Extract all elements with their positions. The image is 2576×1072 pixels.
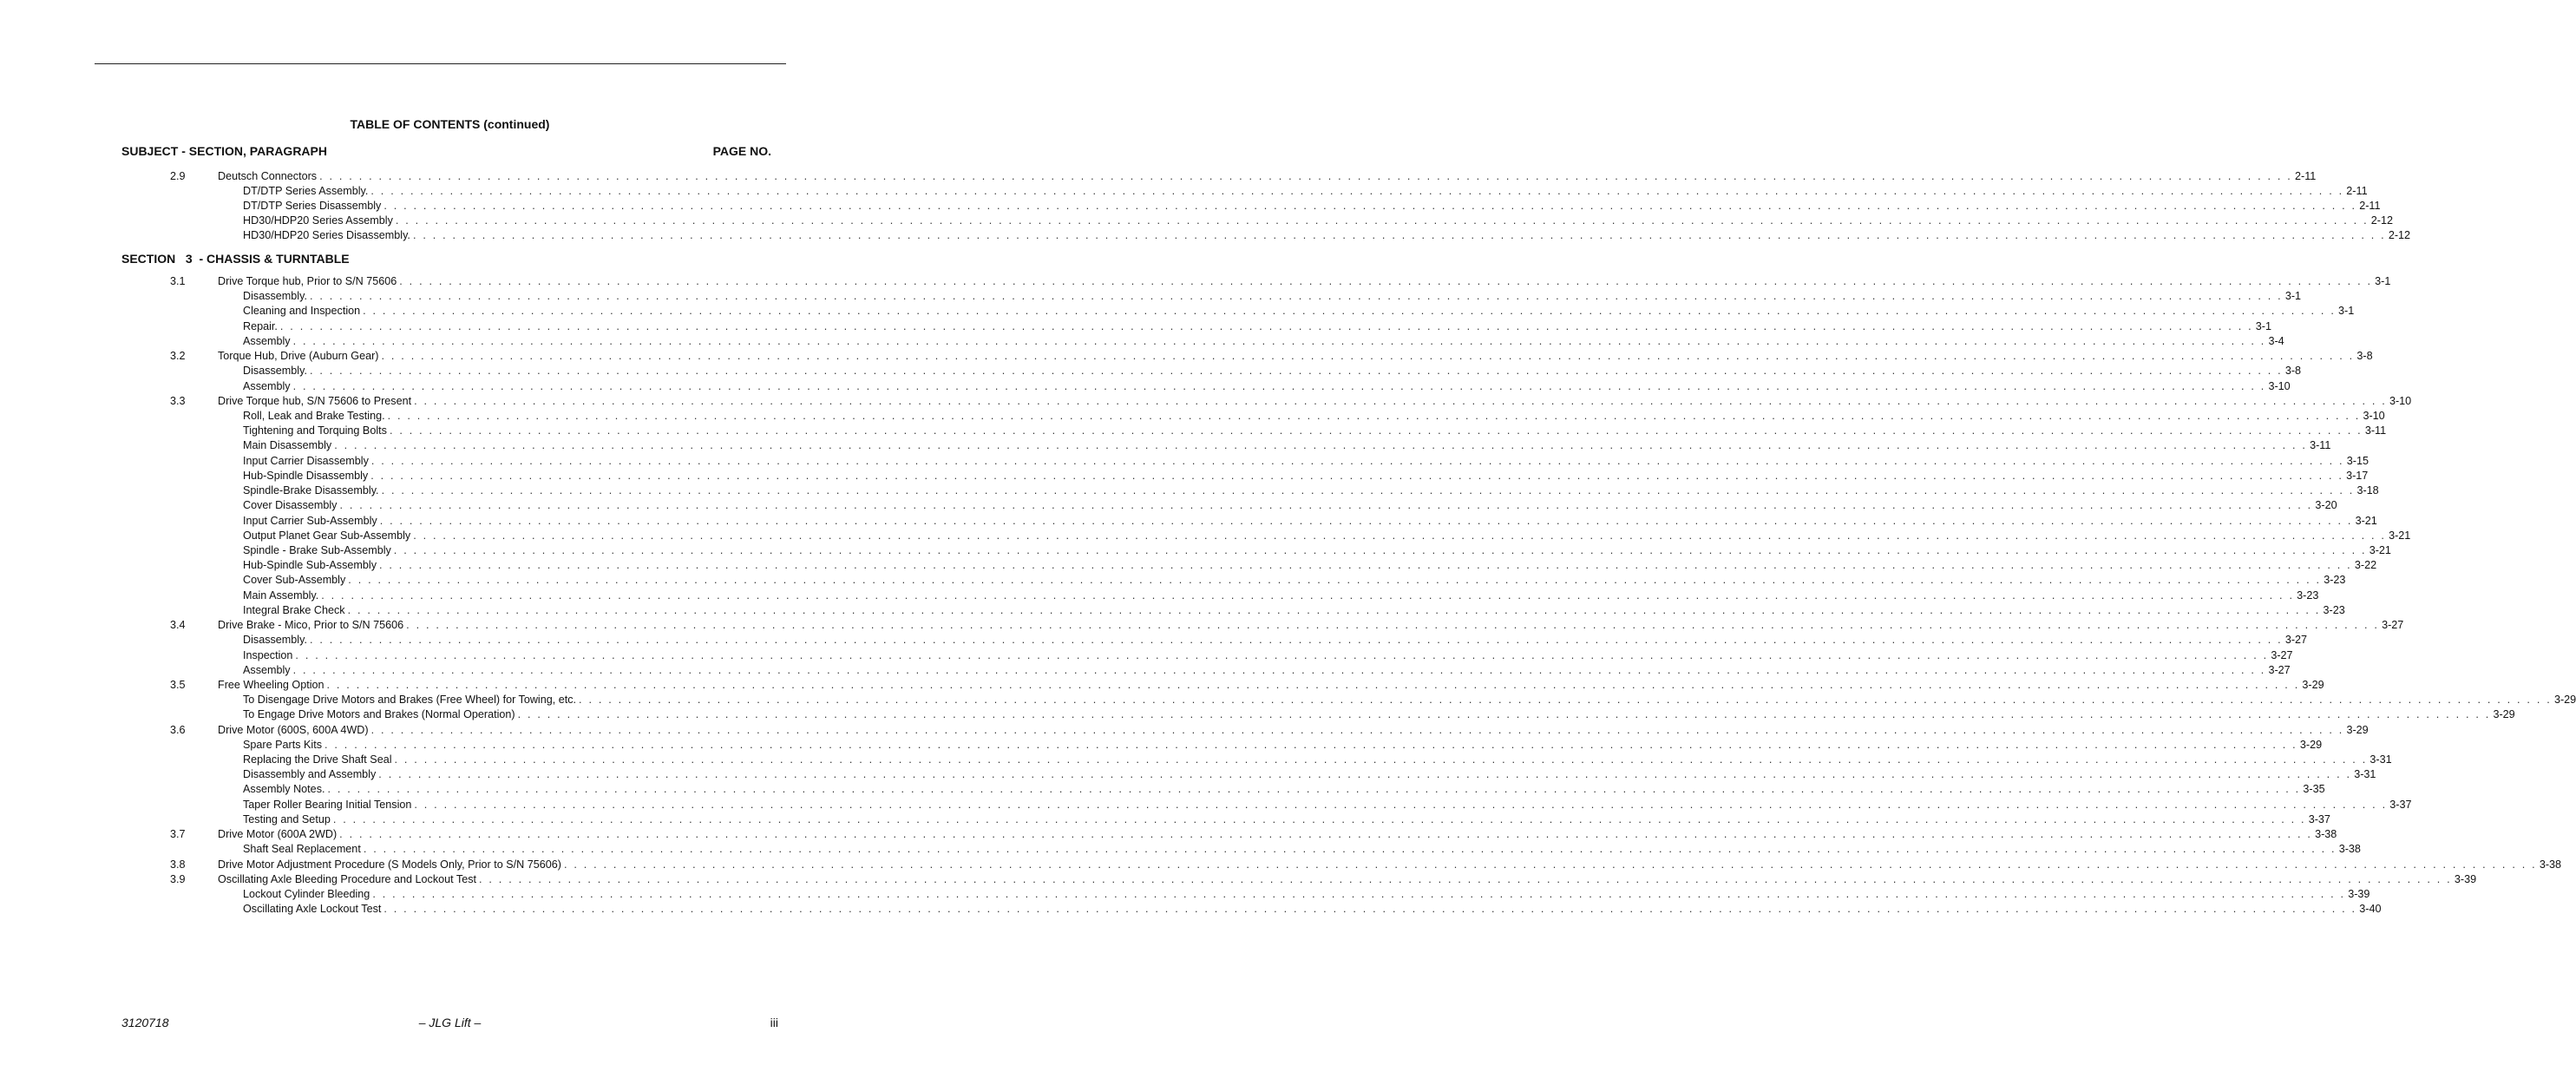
toc-entry-page: 3-37 bbox=[2308, 812, 2330, 825]
dot-leader: . . . . . . . . . . . . . . . . . . . . . . . . . . . . . . . . . . . . . . . . . . . . . . . . . . . . . . . . . . . . . . . . . . . . . . . . . . . . . . . . . . . . . . . . . . . . . . . . . . . . . . . . . . . . . . . . . . . . . . . . . . . . . . . . . . . . . . . . . . . . . . . . . . . . . . . . . . . . . . . . . . . . . . . . . . . . . . . . . . . . . . . . . . . . . . . . . . . . . . . . bbox=[321, 589, 2295, 602]
toc-entry bbox=[0, 753, 2392, 767]
toc-entry-label: Inspection bbox=[243, 648, 295, 663]
dot-leader: . . . . . . . . . . . . . . . . . . . . . . . . . . . . . . . . . . . . . . . . . . . . . . . . . . . . . . . . . . . . . . . . . . . . . . . . . . . . . . . . . . . . . . . . . . . . . . . . . . . . . . . . . . . . . . . . . . . . . . . . . . . . . . . . . . . . . . . . . . . . . . . . . . . . . . . . . . . . . . . . . . . . . . . . . . . . . . . . . . . . . . . . . . . . . . . . . . . . . . . . bbox=[379, 514, 2353, 527]
section-heading: SECTION 3 - CHASSIS & TURNTABLE bbox=[121, 252, 350, 266]
toc-entry-page: 3-10 bbox=[2268, 379, 2291, 392]
toc-entry-label: Hub-Spindle Disassembly bbox=[243, 469, 370, 483]
toc-entry bbox=[0, 558, 2377, 573]
dot-leader: . . . . . . . . . . . . . . . . . . . . . . . . . . . . . . . . . . . . . . . . . . . . . . . . . . . . . . . . . . . . . . . . . . . . . . . . . . . . . . . . . . . . . . . . . . . . . . . . . . . . . . . . . . . . . . . . . . . . . . . . . . . . . . . . . . . . . . . . . . . . . . . . . . . . . . . . . . . . . . . . . . . . . . . . . . . . . . . . . . . . . . . . . . . . . . . . . . . . . . . . bbox=[327, 783, 2301, 796]
dot-leader: . . . . . . . . . . . . . . . . . . . . . . . . . . . . . . . . . . . . . . . . . . . . . . . . . . . . . . . . . . . . . . . . . . . . . . . . . . . . . . . . . . . . . . . . . . . . . . . . . . . . . . . . . . . . . . . . . . . . . . . . . . . . . . . . . . . . . . . . . . . . . . . . . . . . . . . . . . . . . . . . . . . . . . . . . . . . . . . . . . . . . . . . . . . . . . . . . . . . . . . . bbox=[394, 753, 2368, 766]
toc-entry bbox=[0, 379, 2291, 394]
toc-entry-label: Input Carrier Disassembly bbox=[243, 454, 371, 469]
toc-entry-number: 3.8 bbox=[170, 858, 186, 871]
toc-entry-number: 3.2 bbox=[170, 350, 186, 363]
toc-entry-page: 3-37 bbox=[2389, 798, 2412, 811]
toc-entry-number: 3.4 bbox=[170, 619, 186, 632]
dot-leader: . . . . . . . . . . . . . . . . . . . . . . . . . . . . . . . . . . . . . . . . . . . . . . . . . . . . . . . . . . . . . . . . . . . . . . . . . . . . . . . . . . . . . . . . . . . . . . . . . . . . . . . . . . . . . . . . . . . . . . . . . . . . . . . . . . . . . . . . . . . . . . . . . . . . . . . . . . . . . . . . . . . . . . . . . . . . . . . . . . . . . . . . . . . . . . . . . . . . . . . . bbox=[387, 409, 2361, 422]
toc-entry-label: Replacing the Drive Shaft Seal bbox=[243, 753, 395, 767]
toc-entry bbox=[0, 589, 2319, 603]
toc-entry-label: Cover Sub-Assembly bbox=[243, 573, 348, 588]
toc-entry-number: 3.3 bbox=[170, 394, 186, 407]
toc-entry-label: Disassembly. bbox=[243, 364, 310, 378]
toc-entry-label: Oscillating Axle Bleeding Procedure and Lockout Test bbox=[218, 872, 479, 887]
toc-entry-page: 3-18 bbox=[2356, 484, 2379, 497]
toc-entry bbox=[0, 228, 2411, 243]
dot-leader: . . . . . . . . . . . . . . . . . . . . . . . . . . . . . . . . . . . . . . . . . . . . . . . . . . . . . . . . . . . . . . . . . . . . . . . . . . . . . . . . . . . . . . . . . . . . . . . . . . . . . . . . . . . . . . . . . . . . . . . . . . . . . . . . . . . . . . . . . . . . . . . . . . . . . . . . . . . . . . . . . . . . . . . . . . . . . . . . . . . . . . . . . . . . . . . . . . . . . . . . bbox=[309, 365, 2283, 378]
dot-leader: . . . . . . . . . . . . . . . . . . . . . . . . . . . . . . . . . . . . . . . . . . . . . . . . . . . . . . . . . . . . . . . . . . . . . . . . . . . . . . . . . . . . . . . . . . . . . . . . . . . . . . . . . . . . . . . . . . . . . . . . . . . . . . . . . . . . . . . . . . . . . . . . . . . . . . . . . . . . . . . . . . . . . . . . . . . . . . . . . . . . . . . . . . . . . . . . . . . . . . . . bbox=[563, 858, 2537, 871]
toc-entry-page: 3-31 bbox=[2354, 768, 2376, 781]
dot-leader: . . . . . . . . . . . . . . . . . . . . . . . . . . . . . . . . . . . . . . . . . . . . . . . . . . . . . . . . . . . . . . . . . . . . . . . . . . . . . . . . . . . . . . . . . . . . . . . . . . . . . . . . . . . . . . . . . . . . . . . . . . . . . . . . . . . . . . . . . . . . . . . . . . . . . . . . . . . . . . . . . . . . . . . . . . . . . . . . . . . . . . . . . . . . . . . . . . . . . . . . bbox=[479, 872, 2452, 885]
toc-entry bbox=[0, 438, 2331, 453]
dot-leader: . . . . . . . . . . . . . . . . . . . . . . . . . . . . . . . . . . . . . . . . . . . . . . . . . . . . . . . . . . . . . . . . . . . . . . . . . . . . . . . . . . . . . . . . . . . . . . . . . . . . . . . . . . . . . . . . . . . . . . . . . . . . . . . . . . . . . . . . . . . . . . . . . . . . . . . . . . . . . . . . . . . . . . . . . . . . . . . . . . . . . . . . . . . . . . . . . . . . . . . . bbox=[309, 290, 2283, 303]
dot-leader: . . . . . . . . . . . . . . . . . . . . . . . . . . . . . . . . . . . . . . . . . . . . . . . . . . . . . . . . . . . . . . . . . . . . . . . . . . . . . . . . . . . . . . . . . . . . . . . . . . . . . . . . . . . . . . . . . . . . . . . . . . . . . . . . . . . . . . . . . . . . . . . . . . . . . . . . . . . . . . . . . . . . . . . . . . . . . . . . . . . . . . . . . . . . . . . . . . . . . . . . bbox=[393, 543, 2367, 556]
toc-entry bbox=[0, 827, 2337, 842]
toc-entry-label: Shaft Seal Replacement bbox=[243, 842, 364, 857]
toc-entry-label: Drive Torque hub, Prior to S/N 75606 bbox=[218, 274, 399, 289]
toc-entry-page: 3-1 bbox=[2255, 319, 2271, 332]
toc-entry bbox=[0, 214, 2393, 228]
toc-entry bbox=[0, 782, 2325, 797]
toc-entry-page: 3-38 bbox=[2338, 843, 2361, 856]
toc-entry-label: Integral Brake Check bbox=[243, 603, 348, 618]
toc-entry-page: 3-29 bbox=[2493, 708, 2515, 721]
toc-entry bbox=[0, 633, 2308, 648]
toc-entry-label: Main Assembly. bbox=[243, 589, 321, 603]
toc-entry-page: 3-29 bbox=[2553, 694, 2576, 707]
dot-leader: . . . . . . . . . . . . . . . . . . . . . . . . . . . . . . . . . . . . . . . . . . . . . . . . . . . . . . . . . . . . . . . . . . . . . . . . . . . . . . . . . . . . . . . . . . . . . . . . . . . . . . . . . . . . . . . . . . . . . . . . . . . . . . . . . . . . . . . . . . . . . . . . . . . . . . . . . . . . . . . . . . . . . . . . . . . . . . . . . . . . . . . . . . . . . . . . . . . . . . . . bbox=[334, 439, 2308, 452]
toc-entry bbox=[0, 483, 2379, 498]
toc-entry-page: 3-27 bbox=[2284, 634, 2308, 647]
toc-entry-page: 3-22 bbox=[2354, 559, 2377, 572]
dot-leader: . . . . . . . . . . . . . . . . . . . . . . . . . . . . . . . . . . . . . . . . . . . . . . . . . . . . . . . . . . . . . . . . . . . . . . . . . . . . . . . . . . . . . . . . . . . . . . . . . . . . . . . . . . . . . . . . . . . . . . . . . . . . . . . . . . . . . . . . . . . . . . . . . . . . . . . . . . . . . . . . . . . . . . . . . . . . . . . . . . . . . . . . . . . . . . . . . . . . . . . . bbox=[406, 619, 2380, 632]
dot-leader: . . . . . . . . . . . . . . . . . . . . . . . . . . . . . . . . . . . . . . . . . . . . . . . . . . . . . . . . . . . . . . . . . . . . . . . . . . . . . . . . . . . . . . . . . . . . . . . . . . . . . . . . . . . . . . . . . . . . . . . . . . . . . . . . . . . . . . . . . . . . . . . . . . . . . . . . . . . . . . . . . . . . . . . . . . . . . . . . . . . . . . . . . . . . . . . . . . . . . . . . bbox=[279, 319, 2253, 332]
toc-entry-label: Torque Hub, Drive (Auburn Gear) bbox=[218, 349, 382, 364]
toc-entry-label: Output Planet Gear Sub-Assembly bbox=[243, 529, 413, 543]
toc-entry bbox=[0, 498, 2337, 513]
dot-leader: . . . . . . . . . . . . . . . . . . . . . . . . . . . . . . . . . . . . . . . . . . . . . . . . . . . . . . . . . . . . . . . . . . . . . . . . . . . . . . . . . . . . . . . . . . . . . . . . . . . . . . . . . . . . . . . . . . . . . . . . . . . . . . . . . . . . . . . . . . . . . . . . . . . . . . . . . . . . . . . . . . . . . . . . . . . . . . . . . . . . . . . . . . . . . . . . . . . . . . . . bbox=[395, 214, 2369, 227]
page-number: iii bbox=[770, 1016, 778, 1029]
toc-entry-page: 3-23 bbox=[2323, 603, 2345, 616]
toc-entry-label: Cover Disassembly bbox=[243, 498, 339, 513]
toc-entry-label: Spindle - Brake Sub-Assembly bbox=[243, 543, 394, 558]
toc-entry bbox=[0, 618, 2404, 633]
dot-leader: . . . . . . . . . . . . . . . . . . . . . . . . . . . . . . . . . . . . . . . . . . . . . . . . . . . . . . . . . . . . . . . . . . . . . . . . . . . . . . . . . . . . . . . . . . . . . . . . . . . . . . . . . . . . . . . . . . . . . . . . . . . . . . . . . . . . . . . . . . . . . . . . . . . . . . . . . . . . . . . . . . . . . . . . . . . . . . . . . . . . . . . . . . . . . . . . . . . . . . . . bbox=[332, 812, 2306, 825]
toc-entry bbox=[0, 543, 2391, 558]
dot-leader: . . . . . . . . . . . . . . . . . . . . . . . . . . . . . . . . . . . . . . . . . . . . . . . . . . . . . . . . . . . . . . . . . . . . . . . . . . . . . . . . . . . . . . . . . . . . . . . . . . . . . . . . . . . . . . . . . . . . . . . . . . . . . . . . . . . . . . . . . . . . . . . . . . . . . . . . . . . . . . . . . . . . . . . . . . . . . . . . . . . . . . . . . . . . . . . . . . . . . . . . bbox=[324, 738, 2297, 751]
toc-entry-page: 3-39 bbox=[2454, 872, 2477, 885]
toc-entry-number: 3.6 bbox=[170, 723, 186, 736]
toc-entry-label: Spare Parts Kits bbox=[243, 738, 324, 753]
dot-leader: . . . . . . . . . . . . . . . . . . . . . . . . . . . . . . . . . . . . . . . . . . . . . . . . . . . . . . . . . . . . . . . . . . . . . . . . . . . . . . . . . . . . . . . . . . . . . . . . . . . . . . . . . . . . . . . . . . . . . . . . . . . . . . . . . . . . . . . . . . . . . . . . . . . . . . . . . . . . . . . . . . . . . . . . . . . . . . . . . . . . . . . . . . . . . . . . . . . . . . . . bbox=[292, 334, 2266, 347]
dot-leader: . . . . . . . . . . . . . . . . . . . . . . . . . . . . . . . . . . . . . . . . . . . . . . . . . . . . . . . . . . . . . . . . . . . . . . . . . . . . . . . . . . . . . . . . . . . . . . . . . . . . . . . . . . . . . . . . . . . . . . . . . . . . . . . . . . . . . . . . . . . . . . . . . . . . . . . . . . . . . . . . . . . . . . . . . . . . . . . . . . . . . . . . . . . . . . . . . . . . . . . . bbox=[381, 350, 2355, 363]
toc-entry-page: 3-39 bbox=[2348, 888, 2370, 901]
column-header-subject: SUBJECT - SECTION, PARAGRAPH bbox=[121, 144, 327, 158]
toc-entry bbox=[0, 319, 2271, 334]
dot-leader: . . . . . . . . . . . . . . . . . . . . . . . . . . . . . . . . . . . . . . . . . . . . . . . . . . . . . . . . . . . . . . . . . . . . . . . . . . . . . . . . . . . . . . . . . . . . . . . . . . . . . . . . . . . . . . . . . . . . . . . . . . . . . . . . . . . . . . . . . . . . . . . . . . . . . . . . . . . . . . . . . . . . . . . . . . . . . . . . . . . . . . . . . . . . . . . . . . . . . . . . bbox=[399, 275, 2373, 287]
toc-entry-page: 3-8 bbox=[2356, 350, 2373, 363]
dot-leader: . . . . . . . . . . . . . . . . . . . . . . . . . . . . . . . . . . . . . . . . . . . . . . . . . . . . . . . . . . . . . . . . . . . . . . . . . . . . . . . . . . . . . . . . . . . . . . . . . . . . . . . . . . . . . . . . . . . . . . . . . . . . . . . . . . . . . . . . . . . . . . . . . . . . . . . . . . . . . . . . . . . . . . . . . . . . . . . . . . . . . . . . . . . . . . . . . . . . . . . . bbox=[389, 424, 2363, 437]
toc-entry-page: 3-10 bbox=[2363, 409, 2385, 422]
toc-entry-page: 3-27 bbox=[2382, 619, 2404, 632]
toc-entry bbox=[0, 902, 2382, 917]
dot-leader: . . . . . . . . . . . . . . . . . . . . . . . . . . . . . . . . . . . . . . . . . . . . . . . . . . . . . . . . . . . . . . . . . . . . . . . . . . . . . . . . . . . . . . . . . . . . . . . . . . . . . . . . . . . . . . . . . . . . . . . . . . . . . . . . . . . . . . . . . . . . . . . . . . . . . . . . . . . . . . . . . . . . . . . . . . . . . . . . . . . . . . . . . . . . . . . . . . . . . . . . bbox=[292, 663, 2266, 676]
toc-entry bbox=[0, 514, 2377, 529]
toc-entry-label: Disassembly. bbox=[243, 289, 310, 304]
toc-entry bbox=[0, 707, 2515, 722]
toc-entry bbox=[0, 678, 2324, 693]
toc-entry-label: HD30/HDP20 Series Assembly bbox=[243, 214, 396, 228]
dot-leader: . . . . . . . . . . . . . . . . . . . . . . . . . . . . . . . . . . . . . . . . . . . . . . . . . . . . . . . . . . . . . . . . . . . . . . . . . . . . . . . . . . . . . . . . . . . . . . . . . . . . . . . . . . . . . . . . . . . . . . . . . . . . . . . . . . . . . . . . . . . . . . . . . . . . . . . . . . . . . . . . . . . . . . . . . . . . . . . . . . . . . . . . . . . . . . . . . . . . . . . . bbox=[412, 229, 2386, 242]
toc-entry-page: 3-23 bbox=[2297, 589, 2319, 602]
toc-entry-page: 3-10 bbox=[2389, 394, 2412, 407]
toc-entry-label: DT/DTP Series Disassembly bbox=[243, 199, 383, 214]
dot-leader: . . . . . . . . . . . . . . . . . . . . . . . . . . . . . . . . . . . . . . . . . . . . . . . . . . . . . . . . . . . . . . . . . . . . . . . . . . . . . . . . . . . . . . . . . . . . . . . . . . . . . . . . . . . . . . . . . . . . . . . . . . . . . . . . . . . . . . . . . . . . . . . . . . . . . . . . . . . . . . . . . . . . . . . . . . . . . . . . . . . . . . . . . . . . . . . . . . . . . . . . bbox=[326, 678, 2300, 691]
toc-entry-label: Hub-Spindle Sub-Assembly bbox=[243, 558, 379, 573]
toc-entry-page: 3-23 bbox=[2324, 574, 2346, 587]
toc-entry-label: Disassembly. bbox=[243, 633, 310, 648]
dot-leader: . . . . . . . . . . . . . . . . . . . . . . . . . . . . . . . . . . . . . . . . . . . . . . . . . . . . . . . . . . . . . . . . . . . . . . . . . . . . . . . . . . . . . . . . . . . . . . . . . . . . . . . . . . . . . . . . . . . . . . . . . . . . . . . . . . . . . . . . . . . . . . . . . . . . . . . . . . . . . . . . . . . . . . . . . . . . . . . . . . . . . . . . . . . . . . . . . . . . . . . . bbox=[383, 903, 2357, 916]
toc-entry bbox=[0, 767, 2376, 782]
toc-entry-page: 3-29 bbox=[2302, 678, 2324, 691]
dot-leader: . . . . . . . . . . . . . . . . . . . . . . . . . . . . . . . . . . . . . . . . . . . . . . . . . . . . . . . . . . . . . . . . . . . . . . . . . . . . . . . . . . . . . . . . . . . . . . . . . . . . . . . . . . . . . . . . . . . . . . . . . . . . . . . . . . . . . . . . . . . . . . . . . . . . . . . . . . . . . . . . . . . . . . . . . . . . . . . . . . . . . . . . . . . . . . . . . . . . . . . . bbox=[339, 828, 2313, 841]
toc-entry bbox=[0, 304, 2355, 319]
dot-leader: . . . . . . . . . . . . . . . . . . . . . . . . . . . . . . . . . . . . . . . . . . . . . . . . . . . . . . . . . . . . . . . . . . . . . . . . . . . . . . . . . . . . . . . . . . . . . . . . . . . . . . . . . . . . . . . . . . . . . . . . . . . . . . . . . . . . . . . . . . . . . . . . . . . . . . . . . . . . . . . . . . . . . . . . . . . . . . . . . . . . . . . . . . . . . . . . . . . . . . . . bbox=[347, 603, 2321, 616]
toc-entry-page: 3-8 bbox=[2284, 365, 2302, 378]
dot-leader: . . . . . . . . . . . . . . . . . . . . . . . . . . . . . . . . . . . . . . . . . . . . . . . . . . . . . . . . . . . . . . . . . . . . . . . . . . . . . . . . . . . . . . . . . . . . . . . . . . . . . . . . . . . . . . . . . . . . . . . . . . . . . . . . . . . . . . . . . . . . . . . . . . . . . . . . . . . . . . . . . . . . . . . . . . . . . . . . . . . . . . . . . . . . . . . . . . . . . . . . bbox=[295, 648, 2269, 661]
toc-entry bbox=[0, 663, 2291, 678]
toc-entry bbox=[0, 723, 2369, 738]
toc-entry bbox=[0, 842, 2361, 857]
toc-entry bbox=[0, 409, 2385, 424]
page-title: TABLE OF CONTENTS (continued) bbox=[350, 117, 550, 131]
dot-leader: . . . . . . . . . . . . . . . . . . . . . . . . . . . . . . . . . . . . . . . . . . . . . . . . . . . . . . . . . . . . . . . . . . . . . . . . . . . . . . . . . . . . . . . . . . . . . . . . . . . . . . . . . . . . . . . . . . . . . . . . . . . . . . . . . . . . . . . . . . . . . . . . . . . . . . . . . . . . . . . . . . . . . . . . . . . . . . . . . . . . . . . . . . . . . . . . . . . . . . . . bbox=[383, 200, 2357, 213]
toc-entry-label: Lockout Cylinder Bleeding bbox=[243, 887, 372, 902]
dot-leader: . . . . . . . . . . . . . . . . . . . . . . . . . . . . . . . . . . . . . . . . . . . . . . . . . . . . . . . . . . . . . . . . . . . . . . . . . . . . . . . . . . . . . . . . . . . . . . . . . . . . . . . . . . . . . . . . . . . . . . . . . . . . . . . . . . . . . . . . . . . . . . . . . . . . . . . . . . . . . . . . . . . . . . . . . . . . . . . . . . . . . . . . . . . . . . . . . . . . . . . . bbox=[319, 170, 2292, 182]
toc-entry-page: 3-38 bbox=[2539, 858, 2562, 871]
toc-entry-number: 2.9 bbox=[170, 170, 186, 182]
dot-leader: . . . . . . . . . . . . . . . . . . . . . . . . . . . . . . . . . . . . . . . . . . . . . . . . . . . . . . . . . . . . . . . . . . . . . . . . . . . . . . . . . . . . . . . . . . . . . . . . . . . . . . . . . . . . . . . . . . . . . . . . . . . . . . . . . . . . . . . . . . . . . . . . . . . . . . . . . . . . . . . . . . . . . . . . . . . . . . . . . . . . . . . . . . . . . . . . . . . . . . . . bbox=[372, 888, 2346, 901]
toc-entry-page: 3-29 bbox=[2299, 738, 2323, 751]
toc-entry bbox=[0, 394, 2412, 409]
dot-leader: . . . . . . . . . . . . . . . . . . . . . . . . . . . . . . . . . . . . . . . . . . . . . . . . . . . . . . . . . . . . . . . . . . . . . . . . . . . . . . . . . . . . . . . . . . . . . . . . . . . . . . . . . . . . . . . . . . . . . . . . . . . . . . . . . . . . . . . . . . . . . . . . . . . . . . . . . . . . . . . . . . . . . . . . . . . . . . . . . . . . . . . . . . . . . . . . . . . . . . . . bbox=[414, 394, 2387, 407]
toc-entry-page: 3-31 bbox=[2370, 753, 2392, 766]
toc-entry-label: Free Wheeling Option bbox=[218, 678, 327, 693]
toc-entry-label: To Disengage Drive Motors and Brakes (Free Wheel) for Towing, etc. bbox=[243, 693, 579, 707]
toc-entry bbox=[0, 169, 2317, 184]
toc-entry bbox=[0, 573, 2346, 588]
dot-leader: . . . . . . . . . . . . . . . . . . . . . . . . . . . . . . . . . . . . . . . . . . . . . . . . . . . . . . . . . . . . . . . . . . . . . . . . . . . . . . . . . . . . . . . . . . . . . . . . . . . . . . . . . . . . . . . . . . . . . . . . . . . . . . . . . . . . . . . . . . . . . . . . . . . . . . . . . . . . . . . . . . . . . . . . . . . . . . . . . . . . . . . . . . . . . . . . . . . . . . . . bbox=[370, 469, 2344, 482]
toc-entry-page: 3-38 bbox=[2315, 828, 2337, 841]
dot-leader: . . . . . . . . . . . . . . . . . . . . . . . . . . . . . . . . . . . . . . . . . . . . . . . . . . . . . . . . . . . . . . . . . . . . . . . . . . . . . . . . . . . . . . . . . . . . . . . . . . . . . . . . . . . . . . . . . . . . . . . . . . . . . . . . . . . . . . . . . . . . . . . . . . . . . . . . . . . . . . . . . . . . . . . . . . . . . . . . . . . . . . . . . . . . . . . . . . . . . . . . bbox=[348, 574, 2322, 587]
toc-entry-label: DT/DTP Series Assembly. bbox=[243, 184, 370, 199]
dot-leader: . . . . . . . . . . . . . . . . . . . . . . . . . . . . . . . . . . . . . . . . . . . . . . . . . . . . . . . . . . . . . . . . . . . . . . . . . . . . . . . . . . . . . . . . . . . . . . . . . . . . . . . . . . . . . . . . . . . . . . . . . . . . . . . . . . . . . . . . . . . . . . . . . . . . . . . . . . . . . . . . . . . . . . . . . . . . . . . . . . . . . . . . . . . . . . . . . . . . . . . . bbox=[379, 559, 2352, 572]
toc-entry bbox=[0, 469, 2369, 483]
dot-leader: . . . . . . . . . . . . . . . . . . . . . . . . . . . . . . . . . . . . . . . . . . . . . . . . . . . . . . . . . . . . . . . . . . . . . . . . . . . . . . . . . . . . . . . . . . . . . . . . . . . . . . . . . . . . . . . . . . . . . . . . . . . . . . . . . . . . . . . . . . . . . . . . . . . . . . . . . . . . . . . . . . . . . . . . . . . . . . . . . . . . . . . . . . . . . . . . . . . . . . . . bbox=[370, 723, 2344, 736]
toc-entry-label: Cleaning and Inspection bbox=[243, 304, 363, 319]
toc-entry bbox=[0, 693, 2576, 707]
toc-entry bbox=[0, 648, 2293, 663]
dot-leader: . . . . . . . . . . . . . . . . . . . . . . . . . . . . . . . . . . . . . . . . . . . . . . . . . . . . . . . . . . . . . . . . . . . . . . . . . . . . . . . . . . . . . . . . . . . . . . . . . . . . . . . . . . . . . . . . . . . . . . . . . . . . . . . . . . . . . . . . . . . . . . . . . . . . . . . . . . . . . . . . . . . . . . . . . . . . . . . . . . . . . . . . . . . . . . . . . . . . . . . . bbox=[363, 305, 2337, 318]
toc-entry-label: Oscillating Axle Lockout Test bbox=[243, 902, 383, 917]
toc-entry-label: Roll, Leak and Brake Testing. bbox=[243, 409, 388, 424]
toc-entry bbox=[0, 334, 2284, 349]
toc-entry-page: 3-27 bbox=[2271, 648, 2293, 661]
toc-entry-label: Main Disassembly bbox=[243, 438, 334, 453]
dot-leader: . . . . . . . . . . . . . . . . . . . . . . . . . . . . . . . . . . . . . . . . . . . . . . . . . . . . . . . . . . . . . . . . . . . . . . . . . . . . . . . . . . . . . . . . . . . . . . . . . . . . . . . . . . . . . . . . . . . . . . . . . . . . . . . . . . . . . . . . . . . . . . . . . . . . . . . . . . . . . . . . . . . . . . . . . . . . . . . . . . . . . . . . . . . . . . . . . . . . . . . . bbox=[363, 843, 2337, 856]
toc-entry-label: Assembly bbox=[243, 334, 293, 349]
toc-entry-label: Tightening and Torquing Bolts bbox=[243, 424, 390, 438]
toc-entry bbox=[0, 274, 2391, 289]
dot-leader: . . . . . . . . . . . . . . . . . . . . . . . . . . . . . . . . . . . . . . . . . . . . . . . . . . . . . . . . . . . . . . . . . . . . . . . . . . . . . . . . . . . . . . . . . . . . . . . . . . . . . . . . . . . . . . . . . . . . . . . . . . . . . . . . . . . . . . . . . . . . . . . . . . . . . . . . . . . . . . . . . . . . . . . . . . . . . . . . . . . . . . . . . . . . . . . . . . . . . . . . bbox=[381, 484, 2355, 497]
toc-entry-page: 2-12 bbox=[2388, 229, 2411, 242]
toc-entry-page: 3-21 bbox=[2389, 529, 2411, 542]
toc-entry-page: 3-1 bbox=[2338, 305, 2355, 318]
dot-leader: . . . . . . . . . . . . . . . . . . . . . . . . . . . . . . . . . . . . . . . . . . . . . . . . . . . . . . . . . . . . . . . . . . . . . . . . . . . . . . . . . . . . . . . . . . . . . . . . . . . . . . . . . . . . . . . . . . . . . . . . . . . . . . . . . . . . . . . . . . . . . . . . . . . . . . . . . . . . . . . . . . . . . . . . . . . . . . . . . . . . . . . . . . . . . . . . . . . . . . . . bbox=[378, 768, 2352, 781]
toc-entry-label: Testing and Setup bbox=[243, 812, 333, 827]
toc-entry-label: HD30/HDP20 Series Disassembly. bbox=[243, 228, 413, 243]
toc-entry-page: 3-20 bbox=[2315, 499, 2337, 512]
toc-entry-page: 3-15 bbox=[2346, 454, 2369, 467]
toc-entry-label: Repair. bbox=[243, 319, 280, 334]
footer-title: – JLG Lift – bbox=[418, 1016, 482, 1029]
toc-entry-label: Input Carrier Sub-Assembly bbox=[243, 514, 380, 529]
toc-entry-label: Deutsch Connectors bbox=[218, 169, 319, 184]
toc-entry bbox=[0, 887, 2370, 902]
dot-leader: . . . . . . . . . . . . . . . . . . . . . . . . . . . . . . . . . . . . . . . . . . . . . . . . . . . . . . . . . . . . . . . . . . . . . . . . . . . . . . . . . . . . . . . . . . . . . . . . . . . . . . . . . . . . . . . . . . . . . . . . . . . . . . . . . . . . . . . . . . . . . . . . . . . . . . . . . . . . . . . . . . . . . . . . . . . . . . . . . . . . . . . . . . . . . . . . . . . . . . . . bbox=[370, 454, 2344, 467]
toc-entry-page: 3-21 bbox=[2355, 514, 2377, 527]
toc-entry-label: Assembly bbox=[243, 379, 293, 394]
toc-entry bbox=[0, 364, 2302, 378]
toc-entry-label: Spindle-Brake Disassembly. bbox=[243, 483, 382, 498]
toc-entry-page: 3-1 bbox=[2375, 275, 2391, 287]
column-header-page: PAGE NO. bbox=[712, 144, 771, 158]
toc-entry bbox=[0, 872, 2477, 887]
toc-entry bbox=[0, 858, 2562, 872]
toc-entry bbox=[0, 184, 2368, 199]
toc-entry-label: Assembly bbox=[243, 663, 293, 678]
toc-entry-label: Drive Motor (600A 2WD) bbox=[218, 827, 339, 842]
document-number: 3120718 bbox=[121, 1016, 169, 1029]
toc-entry bbox=[0, 199, 2381, 214]
toc-entry-label: Assembly Notes. bbox=[243, 782, 327, 797]
toc-entry-page: 3-29 bbox=[2346, 723, 2369, 736]
toc-entry bbox=[0, 289, 2302, 304]
toc-entry-label: Taper Roller Bearing Initial Tension bbox=[243, 798, 414, 812]
dot-leader: . . . . . . . . . . . . . . . . . . . . . . . . . . . . . . . . . . . . . . . . . . . . . . . . . . . . . . . . . . . . . . . . . . . . . . . . . . . . . . . . . . . . . . . . . . . . . . . . . . . . . . . . . . . . . . . . . . . . . . . . . . . . . . . . . . . . . . . . . . . . . . . . . . . . . . . . . . . . . . . . . . . . . . . . . . . . . . . . . . . . . . . . . . . . . . . . . . . . . . . . bbox=[413, 529, 2387, 542]
toc-entry-page: 2-11 bbox=[2346, 185, 2368, 198]
dot-leader: . . . . . . . . . . . . . . . . . . . . . . . . . . . . . . . . . . . . . . . . . . . . . . . . . . . . . . . . . . . . . . . . . . . . . . . . . . . . . . . . . . . . . . . . . . . . . . . . . . . . . . . . . . . . . . . . . . . . . . . . . . . . . . . . . . . . . . . . . . . . . . . . . . . . . . . . . . . . . . . . . . . . . . . . . . . . . . . . . . . . . . . . . . . . . . . . . . . . . . . . bbox=[370, 185, 2344, 198]
toc-entry-page: 3-4 bbox=[2268, 334, 2284, 347]
dot-leader: . . . . . . . . . . . . . . . . . . . . . . . . . . . . . . . . . . . . . . . . . . . . . . . . . . . . . . . . . . . . . . . . . . . . . . . . . . . . . . . . . . . . . . . . . . . . . . . . . . . . . . . . . . . . . . . . . . . . . . . . . . . . . . . . . . . . . . . . . . . . . . . . . . . . . . . . . . . . . . . . . . . . . . . . . . . . . . . . . . . . . . . . . . . . . . . . . . . . . . . . bbox=[292, 379, 2266, 392]
toc-entry-label: Drive Brake - Mico, Prior to S/N 75606 bbox=[218, 618, 406, 633]
toc-entry bbox=[0, 349, 2373, 364]
toc-entry bbox=[0, 454, 2369, 469]
toc-entry bbox=[0, 738, 2323, 753]
toc-entry-label: Drive Motor (600S, 600A 4WD) bbox=[218, 723, 371, 738]
toc-entry bbox=[0, 812, 2330, 827]
toc-entry bbox=[0, 798, 2412, 812]
toc-entry-page: 3-17 bbox=[2346, 469, 2369, 482]
dot-leader: . . . . . . . . . . . . . . . . . . . . . . . . . . . . . . . . . . . . . . . . . . . . . . . . . . . . . . . . . . . . . . . . . . . . . . . . . . . . . . . . . . . . . . . . . . . . . . . . . . . . . . . . . . . . . . . . . . . . . . . . . . . . . . . . . . . . . . . . . . . . . . . . . . . . . . . . . . . . . . . . . . . . . . . . . . . . . . . . . . . . . . . . . . . . . . . . . . . . . . . . bbox=[517, 708, 2491, 721]
toc-entry bbox=[0, 529, 2411, 543]
toc-entry-page: 3-11 bbox=[2364, 424, 2387, 437]
toc-entry-page: 3-1 bbox=[2284, 290, 2302, 303]
toc-entry bbox=[0, 424, 2387, 438]
toc-entry-page: 3-21 bbox=[2369, 543, 2391, 556]
dot-leader: . . . . . . . . . . . . . . . . . . . . . . . . . . . . . . . . . . . . . . . . . . . . . . . . . . . . . . . . . . . . . . . . . . . . . . . . . . . . . . . . . . . . . . . . . . . . . . . . . . . . . . . . . . . . . . . . . . . . . . . . . . . . . . . . . . . . . . . . . . . . . . . . . . . . . . . . . . . . . . . . . . . . . . . . . . . . . . . . . . . . . . . . . . . . . . . . . . . . . . . . bbox=[339, 499, 2313, 512]
toc-entry bbox=[0, 603, 2345, 618]
toc-entry-page: 3-27 bbox=[2268, 663, 2291, 676]
toc-entry-label: Drive Motor Adjustment Procedure (S Models Only, Prior to S/N 75606) bbox=[218, 858, 564, 872]
toc-entry-page: 2-11 bbox=[2359, 200, 2381, 213]
toc-entry-page: 2-12 bbox=[2370, 214, 2393, 227]
toc-entry-page: 3-35 bbox=[2303, 783, 2325, 796]
toc-entry-page: 2-11 bbox=[2295, 170, 2317, 182]
toc-entry-label: To Engage Drive Motors and Brakes (Normal Operation) bbox=[243, 707, 518, 722]
toc-entry-page: 3-40 bbox=[2359, 903, 2382, 916]
toc-entry-number: 3.1 bbox=[170, 275, 186, 287]
toc-entry-number: 3.7 bbox=[170, 828, 186, 841]
toc-entry-page: 3-11 bbox=[2310, 439, 2331, 452]
dot-leader: . . . . . . . . . . . . . . . . . . . . . . . . . . . . . . . . . . . . . . . . . . . . . . . . . . . . . . . . . . . . . . . . . . . . . . . . . . . . . . . . . . . . . . . . . . . . . . . . . . . . . . . . . . . . . . . . . . . . . . . . . . . . . . . . . . . . . . . . . . . . . . . . . . . . . . . . . . . . . . . . . . . . . . . . . . . . . . . . . . . . . . . . . . . . . . . . . . . . . . . . bbox=[579, 694, 2552, 707]
toc-entry-number: 3.9 bbox=[170, 872, 186, 885]
dot-leader: . . . . . . . . . . . . . . . . . . . . . . . . . . . . . . . . . . . . . . . . . . . . . . . . . . . . . . . . . . . . . . . . . . . . . . . . . . . . . . . . . . . . . . . . . . . . . . . . . . . . . . . . . . . . . . . . . . . . . . . . . . . . . . . . . . . . . . . . . . . . . . . . . . . . . . . . . . . . . . . . . . . . . . . . . . . . . . . . . . . . . . . . . . . . . . . . . . . . . . . . bbox=[309, 634, 2283, 647]
toc-entry-label: Drive Torque hub, S/N 75606 to Present bbox=[218, 394, 414, 409]
toc-entry-label: Disassembly and Assembly bbox=[243, 767, 378, 782]
toc-entry-number: 3.5 bbox=[170, 678, 186, 691]
dot-leader: . . . . . . . . . . . . . . . . . . . . . . . . . . . . . . . . . . . . . . . . . . . . . . . . . . . . . . . . . . . . . . . . . . . . . . . . . . . . . . . . . . . . . . . . . . . . . . . . . . . . . . . . . . . . . . . . . . . . . . . . . . . . . . . . . . . . . . . . . . . . . . . . . . . . . . . . . . . . . . . . . . . . . . . . . . . . . . . . . . . . . . . . . . . . . . . . . . . . . . . . bbox=[414, 798, 2388, 811]
